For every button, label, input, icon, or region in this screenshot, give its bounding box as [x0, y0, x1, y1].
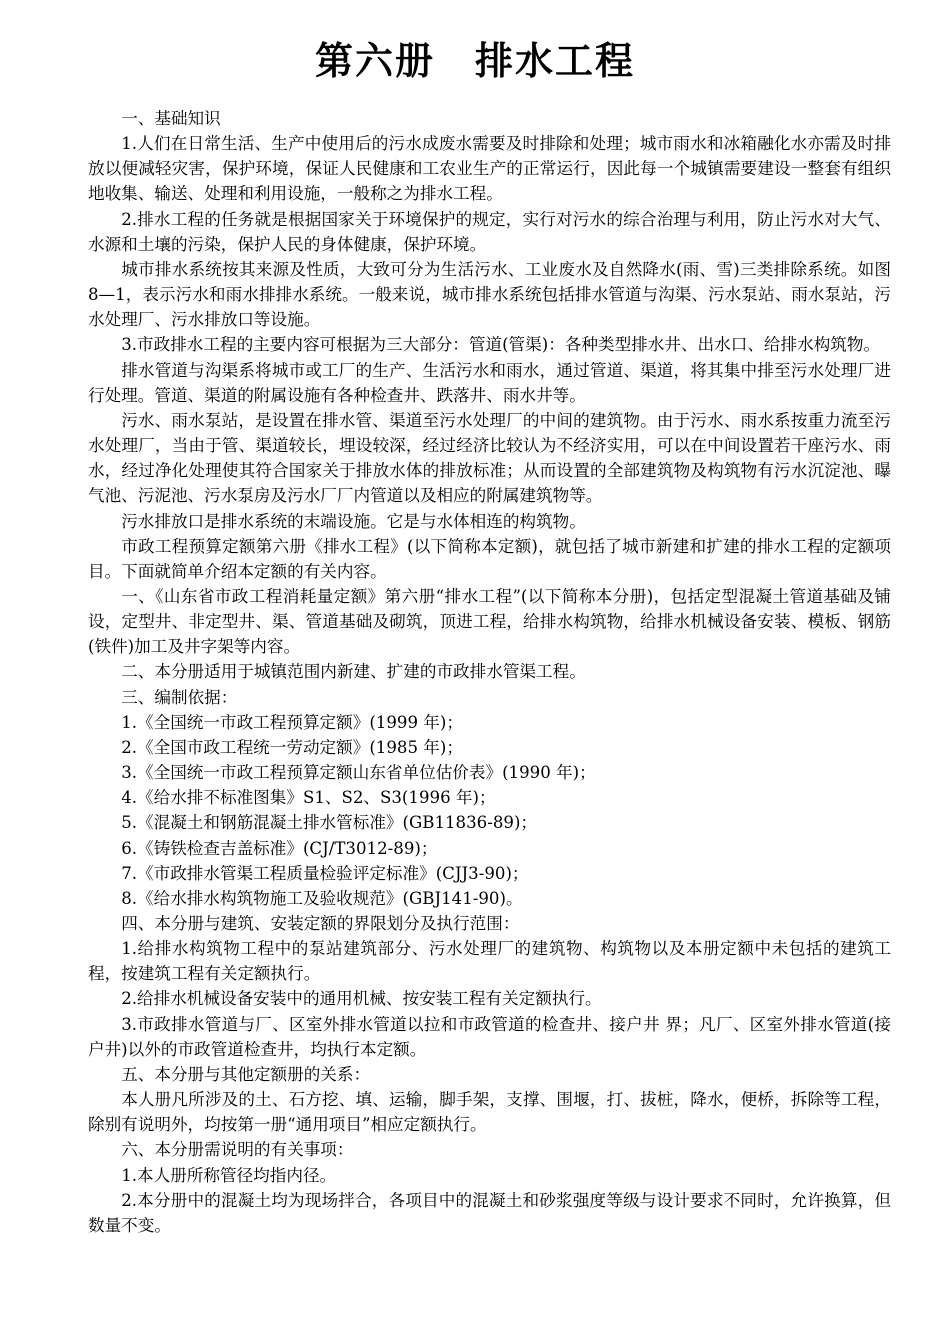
list-item: 2.本分册中的混凝土均为现场拌合，各项目中的混凝土和砂浆强度等级与设计要求不同时，允许换算，但数量不变。 — [88, 1190, 891, 1235]
section-heading-notes: 六、本分册需说明的有关事项： — [121, 1140, 354, 1160]
document-body — [88, 106, 891, 1238]
paragraph: 3.市政排水工程的主要内容可根据为三大部分：管道(管渠)：各种类型排水井、出水口、给排水构筑物。 — [121, 335, 881, 355]
section-heading-basics: 一、基础知识 — [121, 109, 221, 128]
list-item: 3.《全国统一市政工程预算定额山东省单位估价表》(1990 年)； — [121, 763, 596, 783]
section-heading-relations: 五、本分册与其他定额册的关系： — [121, 1064, 371, 1084]
paragraph: 二、本分册适用于城镇范围内新建、扩建的市政排水管渠工程。 — [121, 662, 586, 682]
list-item: 8.《给水排水构筑物施工及验收规范》(GBJ141-90)。 — [121, 888, 523, 908]
list-item: 2.给排水机械设备安装中的通用机械、按安装工程有关定额执行。 — [121, 989, 602, 1009]
paragraph: 1.人们在日常生活、生产中使用后的污水成废水需要及时排除和处理；城市雨水和冰箱融化水亦需及时排放以便减轻灾害，保护环境，保证人民健康和工农业生产的正常运行，因此每一个城镇需要建设一整套有组织地收集、输送、处理和利用设施，一般称之为排水工程。 — [88, 134, 891, 204]
list-item: 6.《铸铁检查吉盖标准》(CJ/T3012-89)； — [121, 838, 438, 858]
list-item: 5.《混凝土和钢筋混凝土排水管标准》(GB11836-89)； — [121, 813, 538, 833]
page-title: 第六册 排水工程 — [314, 38, 635, 83]
paragraph: 城市排水系统按其来源及性质，大致可分为生活污水、工业废水及自然降水(雨、雪)三类排除系统。如图 8—1，表示污水和雨水排排水系统。一般来说，城市排水系统包括排水管道与沟渠、污水泵站、雨水泵站，污水处理厂、污水排放口等设施。 — [88, 259, 891, 330]
list-item: 7.《市政排水管渠工程质量检验评定标准》(CJJ3-90)； — [121, 863, 529, 883]
section-heading-boundaries: 四、本分册与建筑、安装定额的界限划分及执行范围： — [121, 914, 520, 933]
paragraph: 污水、雨水泵站，是设置在排水管、渠道至污水处理厂的中间的建筑物。由于污水、雨水系按重力流至污水处理厂，当由于管、渠道较长，埋设较深，经过经济比较认为不经济实用，可以在中间设置若干座污水、雨水，经过净化处理使其符合国家关于排放水体的排放标准；从而设置的全部建筑物及构筑物有污水沉淀池、曝气池、污泥池、污水泵房及污水厂厂内管道以及相应的附属建筑物等。 — [88, 410, 891, 506]
list-item: 1.《全国统一市政工程预算定额》(1999 年)； — [121, 712, 463, 732]
list-item: 4.《给水排不标准图集》S1、S2、S3(1996 年)； — [121, 788, 496, 808]
paragraph: 一、《山东省市政工程消耗量定额》第六册“排水工程”(以下简称本分册)，包括定型混凝土管道基础及铺设，定型井、非定型井、渠、管道基础及砌筑，顶进工程，给排水构筑物，给排水机械设备安装、模板、钢筋(铁件)加工及井字架等内容。 — [88, 586, 891, 657]
list-item: 1.本人册所称管径均指内径。 — [121, 1165, 337, 1185]
paragraph: 排水管道与沟渠系将城市或工厂的生产、生活污水和雨水，通过管道、渠道，将其集中排至污水处理厂进行处理。管道、渠道的附属设施有各种检查井、跌落井、雨水井等。 — [88, 360, 891, 405]
section-heading-basis: 三、编制依据： — [121, 687, 238, 707]
paragraph: 本人册凡所涉及的土、石方挖、填、运输，脚手架，支撑、围堰，打、拔桩，降水，便桥，拆除等工程，除别有说明外，均按第一册“通用项目”相应定额执行。 — [88, 1090, 891, 1135]
paragraph: 污水排放口是排水系统的末端设施。它是与水体相连的构筑物。 — [121, 511, 586, 531]
paragraph: 2.排水工程的任务就是根据国家关于环境保护的规定，实行对污水的综合治理与利用，防止污水对大气、水源和土壤的污染，保护人民的身体健康，保护环境。 — [88, 209, 891, 254]
paragraph: 市政工程预算定额第六册《排水工程》(以下简称本定额)，就包括了城市新建和扩建的排水工程的定额项目。下面就简单介绍本定额的有关内容。 — [88, 536, 891, 581]
list-item: 1.给排水构筑物工程中的泵站建筑部分、污水处理厂的建筑物、构筑物以及本册定额中未包括的建筑工程，按建筑工程有关定额执行。 — [88, 939, 891, 984]
list-item: 2.《全国市政工程统一劳动定额》(1985 年)； — [121, 737, 463, 757]
list-item: 3.市政排水管道与厂、区室外排水管道以拉和市政管道的检查井、接户井 界；凡厂、区室外排水管道(接户井)以外的市政管道检查井，均执行本定额。 — [88, 1014, 891, 1059]
